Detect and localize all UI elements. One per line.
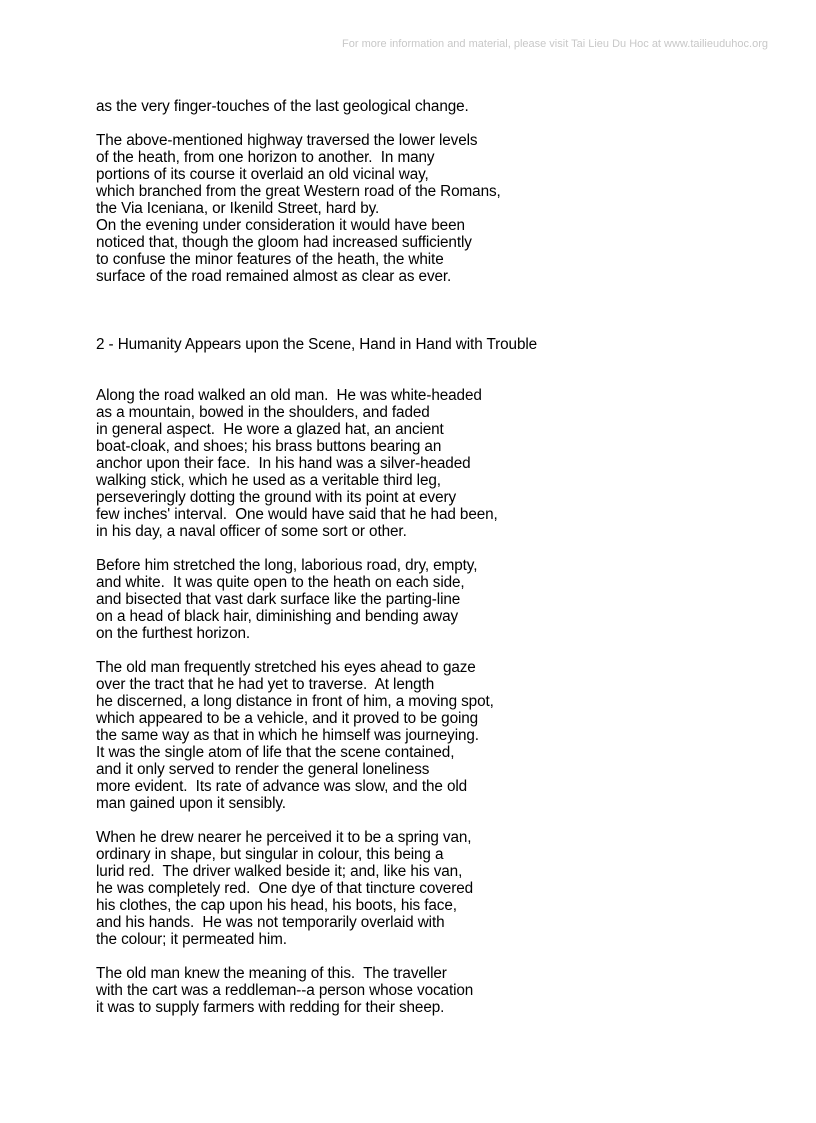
paragraph xyxy=(96,659,776,812)
header-note: For more information and material, please visit Tai Lieu Du Hoc at www.tailieuduhoc.org xyxy=(342,38,768,50)
paragraph xyxy=(96,132,776,285)
top-paragraphs xyxy=(96,98,776,285)
text-line: in his day, a naval officer of some sort or other. xyxy=(96,523,407,540)
text-line: to confuse the minor features of the heath, the white xyxy=(96,251,444,268)
text-line: When he drew nearer he perceived it to be a spring van, xyxy=(96,829,472,846)
text-line: the colour; it permeated him. xyxy=(96,931,287,948)
text-line: anchor upon their face. In his hand was a silver-headed xyxy=(96,455,471,472)
text-line: the same way as that in which he himself was journeying. xyxy=(96,727,479,744)
text-line: which appeared to be a vehicle, and it proved to be going xyxy=(96,710,479,727)
text-line: he was completely red. One dye of that tincture covered xyxy=(96,880,474,897)
text-line: surface of the road remained almost as clear as ever. xyxy=(96,268,452,285)
text-line: and his hands. He was not temporarily overlaid with xyxy=(96,914,445,931)
text-line: noticed that, though the gloom had increased sufficiently xyxy=(96,234,472,251)
text-line: more evident. Its rate of advance was slow, and the old xyxy=(96,778,468,795)
text-line: man gained upon it sensibly. xyxy=(96,795,286,812)
text-line: on a head of black hair, diminishing and bending away xyxy=(96,608,459,625)
paragraph xyxy=(96,829,776,948)
text-line: walking stick, which he used as a veritable third leg, xyxy=(96,472,441,489)
text-line: The above-mentioned highway traversed the lower levels xyxy=(96,132,478,149)
text-line: It was the single atom of life that the scene contained, xyxy=(96,744,455,761)
paragraph xyxy=(96,557,776,642)
text-line: over the tract that he had yet to traverse. At length xyxy=(96,676,435,693)
text-line: which branched from the great Western road of the Romans, xyxy=(96,183,501,200)
text-line: Before him stretched the long, laborious road, dry, empty, xyxy=(96,557,478,574)
document-body xyxy=(96,98,776,1033)
text-line: the Via Iceniana, or Ikenild Street, hard by. xyxy=(96,200,380,217)
text-line: with the cart was a reddleman--a person whose vocation xyxy=(96,982,474,999)
text-line: on the furthest horizon. xyxy=(96,625,251,642)
text-line: Along the road walked an old man. He was white-headed xyxy=(96,387,482,404)
text-line: of the heath, from one horizon to another. In many xyxy=(96,149,435,166)
text-line: his clothes, the cap upon his head, his boots, his face, xyxy=(96,897,457,914)
text-line: portions of its course it overlaid an old vicinal way, xyxy=(96,166,429,183)
paragraph xyxy=(96,98,776,115)
text-line: and it only served to render the general loneliness xyxy=(96,761,430,778)
text-line: boat-cloak, and shoes; his brass buttons bearing an xyxy=(96,438,442,455)
text-line: it was to supply farmers with redding for their sheep. xyxy=(96,999,445,1016)
text-line: The old man frequently stretched his eyes ahead to gaze xyxy=(96,659,476,676)
text-line: few inches' interval. One would have said that he had been, xyxy=(96,506,498,523)
paragraph xyxy=(96,965,776,1016)
text-line: and bisected that vast dark surface like the parting-line xyxy=(96,591,461,608)
spacer xyxy=(96,302,776,336)
text-line: he discerned, a long distance in front of him, a moving spot, xyxy=(96,693,494,710)
text-line: as a mountain, bowed in the shoulders, and faded xyxy=(96,404,430,421)
text-line: as the very finger-touches of the last geological change. xyxy=(96,98,469,115)
bottom-paragraphs xyxy=(96,387,776,1016)
chapter-heading: 2 - Humanity Appears upon the Scene, Hand in Hand with Trouble xyxy=(96,336,538,353)
spacer xyxy=(96,370,776,387)
text-line: On the evening under consideration it would have been xyxy=(96,217,465,234)
text-line: ordinary in shape, but singular in colour, this being a xyxy=(96,846,444,863)
text-line: The old man knew the meaning of this. The traveller xyxy=(96,965,447,982)
text-line: lurid red. The driver walked beside it; and, like his van, xyxy=(96,863,463,880)
text-line: perseveringly dotting the ground with its point at every xyxy=(96,489,457,506)
text-line: and white. It was quite open to the heath on each side, xyxy=(96,574,465,591)
paragraph xyxy=(96,387,776,540)
text-line: in general aspect. He wore a glazed hat, an ancient xyxy=(96,421,444,438)
